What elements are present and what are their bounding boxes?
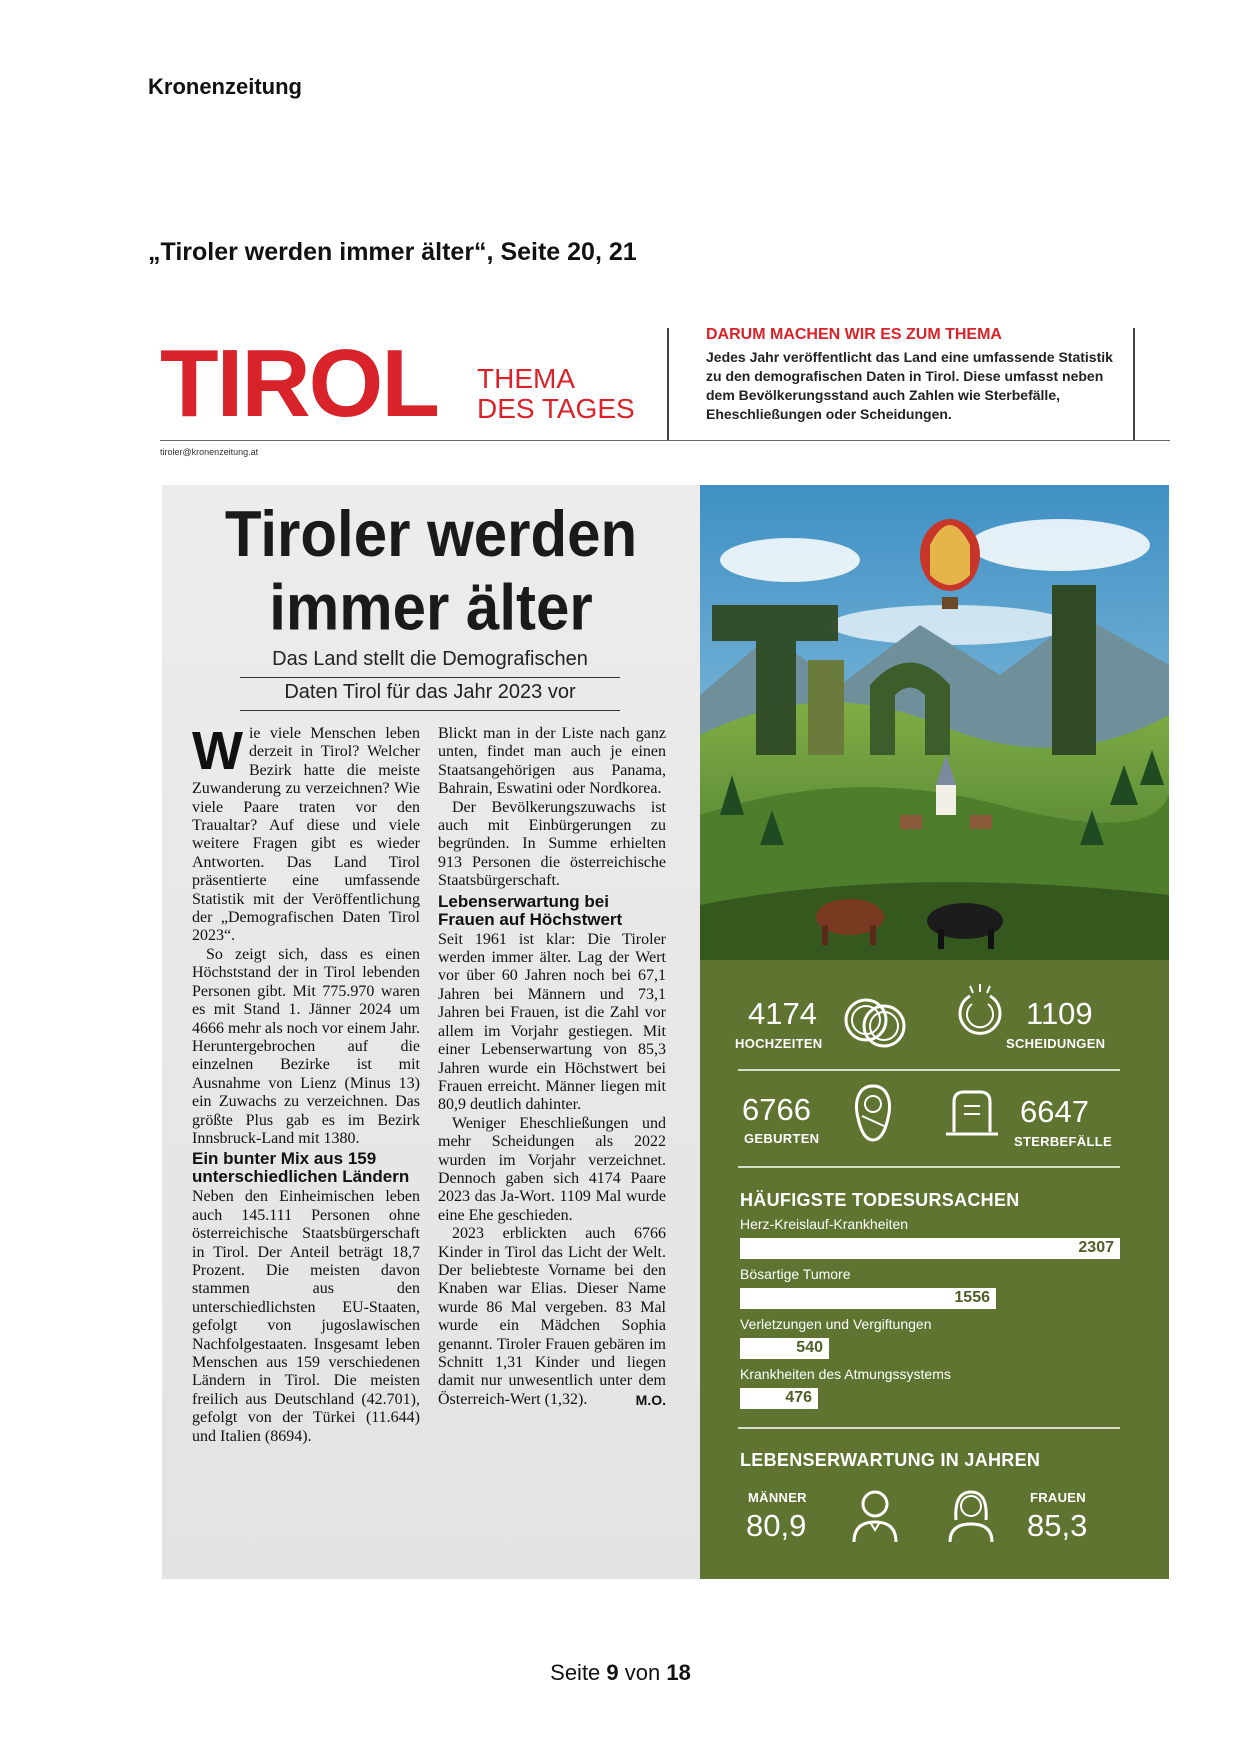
sterbefaelle-number: 6647	[1020, 1094, 1089, 1129]
wedding-rings-icon	[838, 986, 912, 1056]
subheadline-line-1: Das Land stellt die Demografischen	[240, 648, 620, 678]
geburten-label: GEBURTEN	[744, 1131, 820, 1146]
page-footer	[0, 1660, 1241, 1686]
current-page: 9	[606, 1660, 619, 1685]
paragraph: Seit 1961 ist klar: Die Tiroler werden immer älter. Lag der Wert vor über 60 Jahren noch bei 67,1 Jahren bei Männern und 73,1 Jahren bei Frauen, ist die Zahl vor allem im Vorjahr gestiegen. Mit einer Lebenserwartung von 85,3 Jahren wurde ein Höchstwert bei Frauen erreicht. Männer liegen mit 80,9 deutlich dahinter.	[438, 930, 666, 1114]
infographic	[700, 485, 1169, 1579]
paragraph: Der Bevölkerungszuwachs ist auch mit Einbürgerungen zu begründen. In Summe erhielten 913 Personen die österreichische Staatsbürgerschaft.	[438, 798, 666, 890]
geburten-number: 6766	[742, 1092, 811, 1127]
hochzeiten-number: 4174	[748, 996, 817, 1031]
cause-value: 1556	[954, 1289, 990, 1306]
cause-value: 540	[796, 1339, 823, 1356]
paragraph	[438, 1225, 666, 1409]
article-column-1	[192, 721, 420, 1446]
life-expectancy-heading: LEBENSERWARTUNG IN JAHREN	[740, 1450, 1041, 1470]
divider	[738, 1427, 1120, 1429]
paragraph: Weniger Eheschließungen und mehr Scheidungen als 2022 wurden im Vorjahr verzeichnet. Dennoch gaben sich 4174 Paare 2023 das Ja-Wort. 1109 Mal wurde eine Ehe geschieden.	[438, 1114, 666, 1224]
thema-line-2: DES TAGES	[477, 393, 635, 424]
statistics-panel	[700, 960, 1169, 1579]
men-value: 80,9	[746, 1508, 807, 1543]
paragraph	[192, 721, 420, 946]
headline-line-1: Tiroler werden	[224, 497, 638, 570]
headline	[162, 498, 700, 645]
masthead-rule	[160, 440, 1170, 441]
total-pages: 18	[666, 1660, 691, 1685]
women-label: FRAUEN	[1030, 1490, 1086, 1505]
broken-ring-icon	[950, 982, 1010, 1052]
paragraph-text: 2023 erblickten auch 6766 Kinder in Tirol das Licht der Welt. Der beliebteste Vorname bei den Knaben war Elias. Dieser Name wurde 86 Mal vergeben. 83 Mal wurde ein Mädchen Sophia genannt. Tiroler Frauen gebären im Schnitt 1,31 Kinder und liegen damit nur unwesentlich unter dem Österreich-Wert (1,32).	[438, 1225, 666, 1408]
divider	[738, 1069, 1120, 1071]
thema-des-tages	[477, 364, 635, 424]
woman-icon	[944, 1486, 998, 1546]
scheidungen-label: SCHEIDUNGEN	[1006, 1036, 1106, 1051]
causes-heading: HÄUFIGSTE TODESURSACHEN	[740, 1190, 1020, 1210]
cause-value: 2307	[1078, 1239, 1114, 1256]
article-column-2	[438, 725, 666, 1409]
cause-label: Verletzungen und Vergiftungen	[740, 1316, 932, 1332]
cause-label: Krankheiten des Atmungssystems	[740, 1366, 951, 1382]
why-text: Jedes Jahr veröffentlicht das Land eine umfassende Statistik zu den demografischen Daten in Tirol. Diese umfasst neben dem Bevölkerungsstand auch Zahlen wie Sterbefälle, Eheschließungen oder Scheidungen.	[706, 349, 1113, 422]
contact-email: tiroler@kronenzeitung.at	[160, 447, 259, 457]
headline-line-2: immer älter	[269, 571, 593, 644]
masthead-divider-right	[1133, 328, 1135, 440]
section-heading: Ein bunter Mix aus 159 unterschiedlichen Ländern	[192, 1149, 410, 1187]
divider	[738, 1166, 1120, 1168]
paragraph: So zeigt sich, dass es einen Höchststand der in Tirol lebenden Personen gibt. Mit 775.970 waren es mit Stand 1. Jänner 2024 um 4666 mehr als noch vor einem Jahr. Heruntergebrochen auf die einzelnen Bezirke ist mit Ausnahme von Lienz (Minus 13) ein Zuwachs zu verzeichnen. Das größte Plus gab es im Bezirk Innsbruck-Land mit 1380.	[192, 945, 420, 1147]
sterbefaelle-label: STERBEFÄLLE	[1014, 1134, 1112, 1149]
paragraph: Blickt man in der Liste nach ganz unten, findet man auch je einen Staatsangehörigen aus Panama, Bahrain, Eswatini oder Nordkorea.	[438, 725, 666, 798]
hochzeiten-label: HOCHZEITEN	[735, 1036, 823, 1051]
footer-mid: von	[618, 1660, 667, 1685]
paragraph-text: ie viele Menschen leben derzeit in Tirol? Welcher Bezirk hatte die meiste Zuwanderung zu verzeichnen? Wie viele Paare traten vor den Traualtar? Auf diese und viele weitere Fragen gibt es wieder Antworten. Das Land Tirol präsentierte eine umfassende Statistik mit der Veröffentlichung der „Demografischen Daten Tirol 2023“.	[192, 725, 420, 945]
why-heading: DARUM MACHEN WIR ES ZUM THEMA	[706, 326, 1002, 343]
dropcap: W	[192, 721, 243, 781]
gravestone-icon	[944, 1088, 1000, 1140]
cause-label: Herz-Kreislauf-Krankheiten	[740, 1216, 909, 1232]
footer-prefix: Seite	[550, 1660, 607, 1685]
document-title: „Tiroler werden immer älter“, Seite 20, 21	[148, 238, 637, 266]
tirol-logo: TIROL	[160, 330, 438, 437]
baby-icon	[850, 1082, 896, 1144]
subheadline-line-2: Daten Tirol für das Jahr 2023 vor	[240, 681, 620, 711]
cause-label: Bösartige Tumore	[740, 1266, 851, 1282]
women-value: 85,3	[1027, 1508, 1088, 1543]
paragraph: Neben den Einheimischen leben auch 145.111 Personen ohne österreichische Staatsbürgerschaft in Tirol. Der Anteil beträgt 18,7 Prozent. Die meisten davon stammen aus den unterschiedlichsten EU-Staaten, gefolgt von jugoslawischen Nachfolgestaaten. Insgesamt leben Menschen aus 159 verschiedenen Ländern in Tirol. Die meisten freilich aus Deutschland (42.701), gefolgt von der Türkei (11.644) und Italien (8694).	[192, 1188, 420, 1445]
scheidungen-number: 1109	[1026, 996, 1093, 1031]
thema-line-1: THEMA	[477, 363, 575, 394]
article	[162, 485, 700, 1579]
tirol-landscape-illustration	[700, 485, 1169, 960]
section-heading: Lebenserwartung bei Frauen auf Höchstwert	[438, 891, 623, 929]
publication-name: Kronenzeitung	[148, 74, 302, 99]
cause-value: 476	[785, 1389, 812, 1406]
man-icon	[848, 1486, 902, 1546]
men-label: MÄNNER	[748, 1490, 807, 1505]
masthead-divider	[667, 328, 669, 440]
author-signature: M.O.	[635, 1391, 666, 1408]
